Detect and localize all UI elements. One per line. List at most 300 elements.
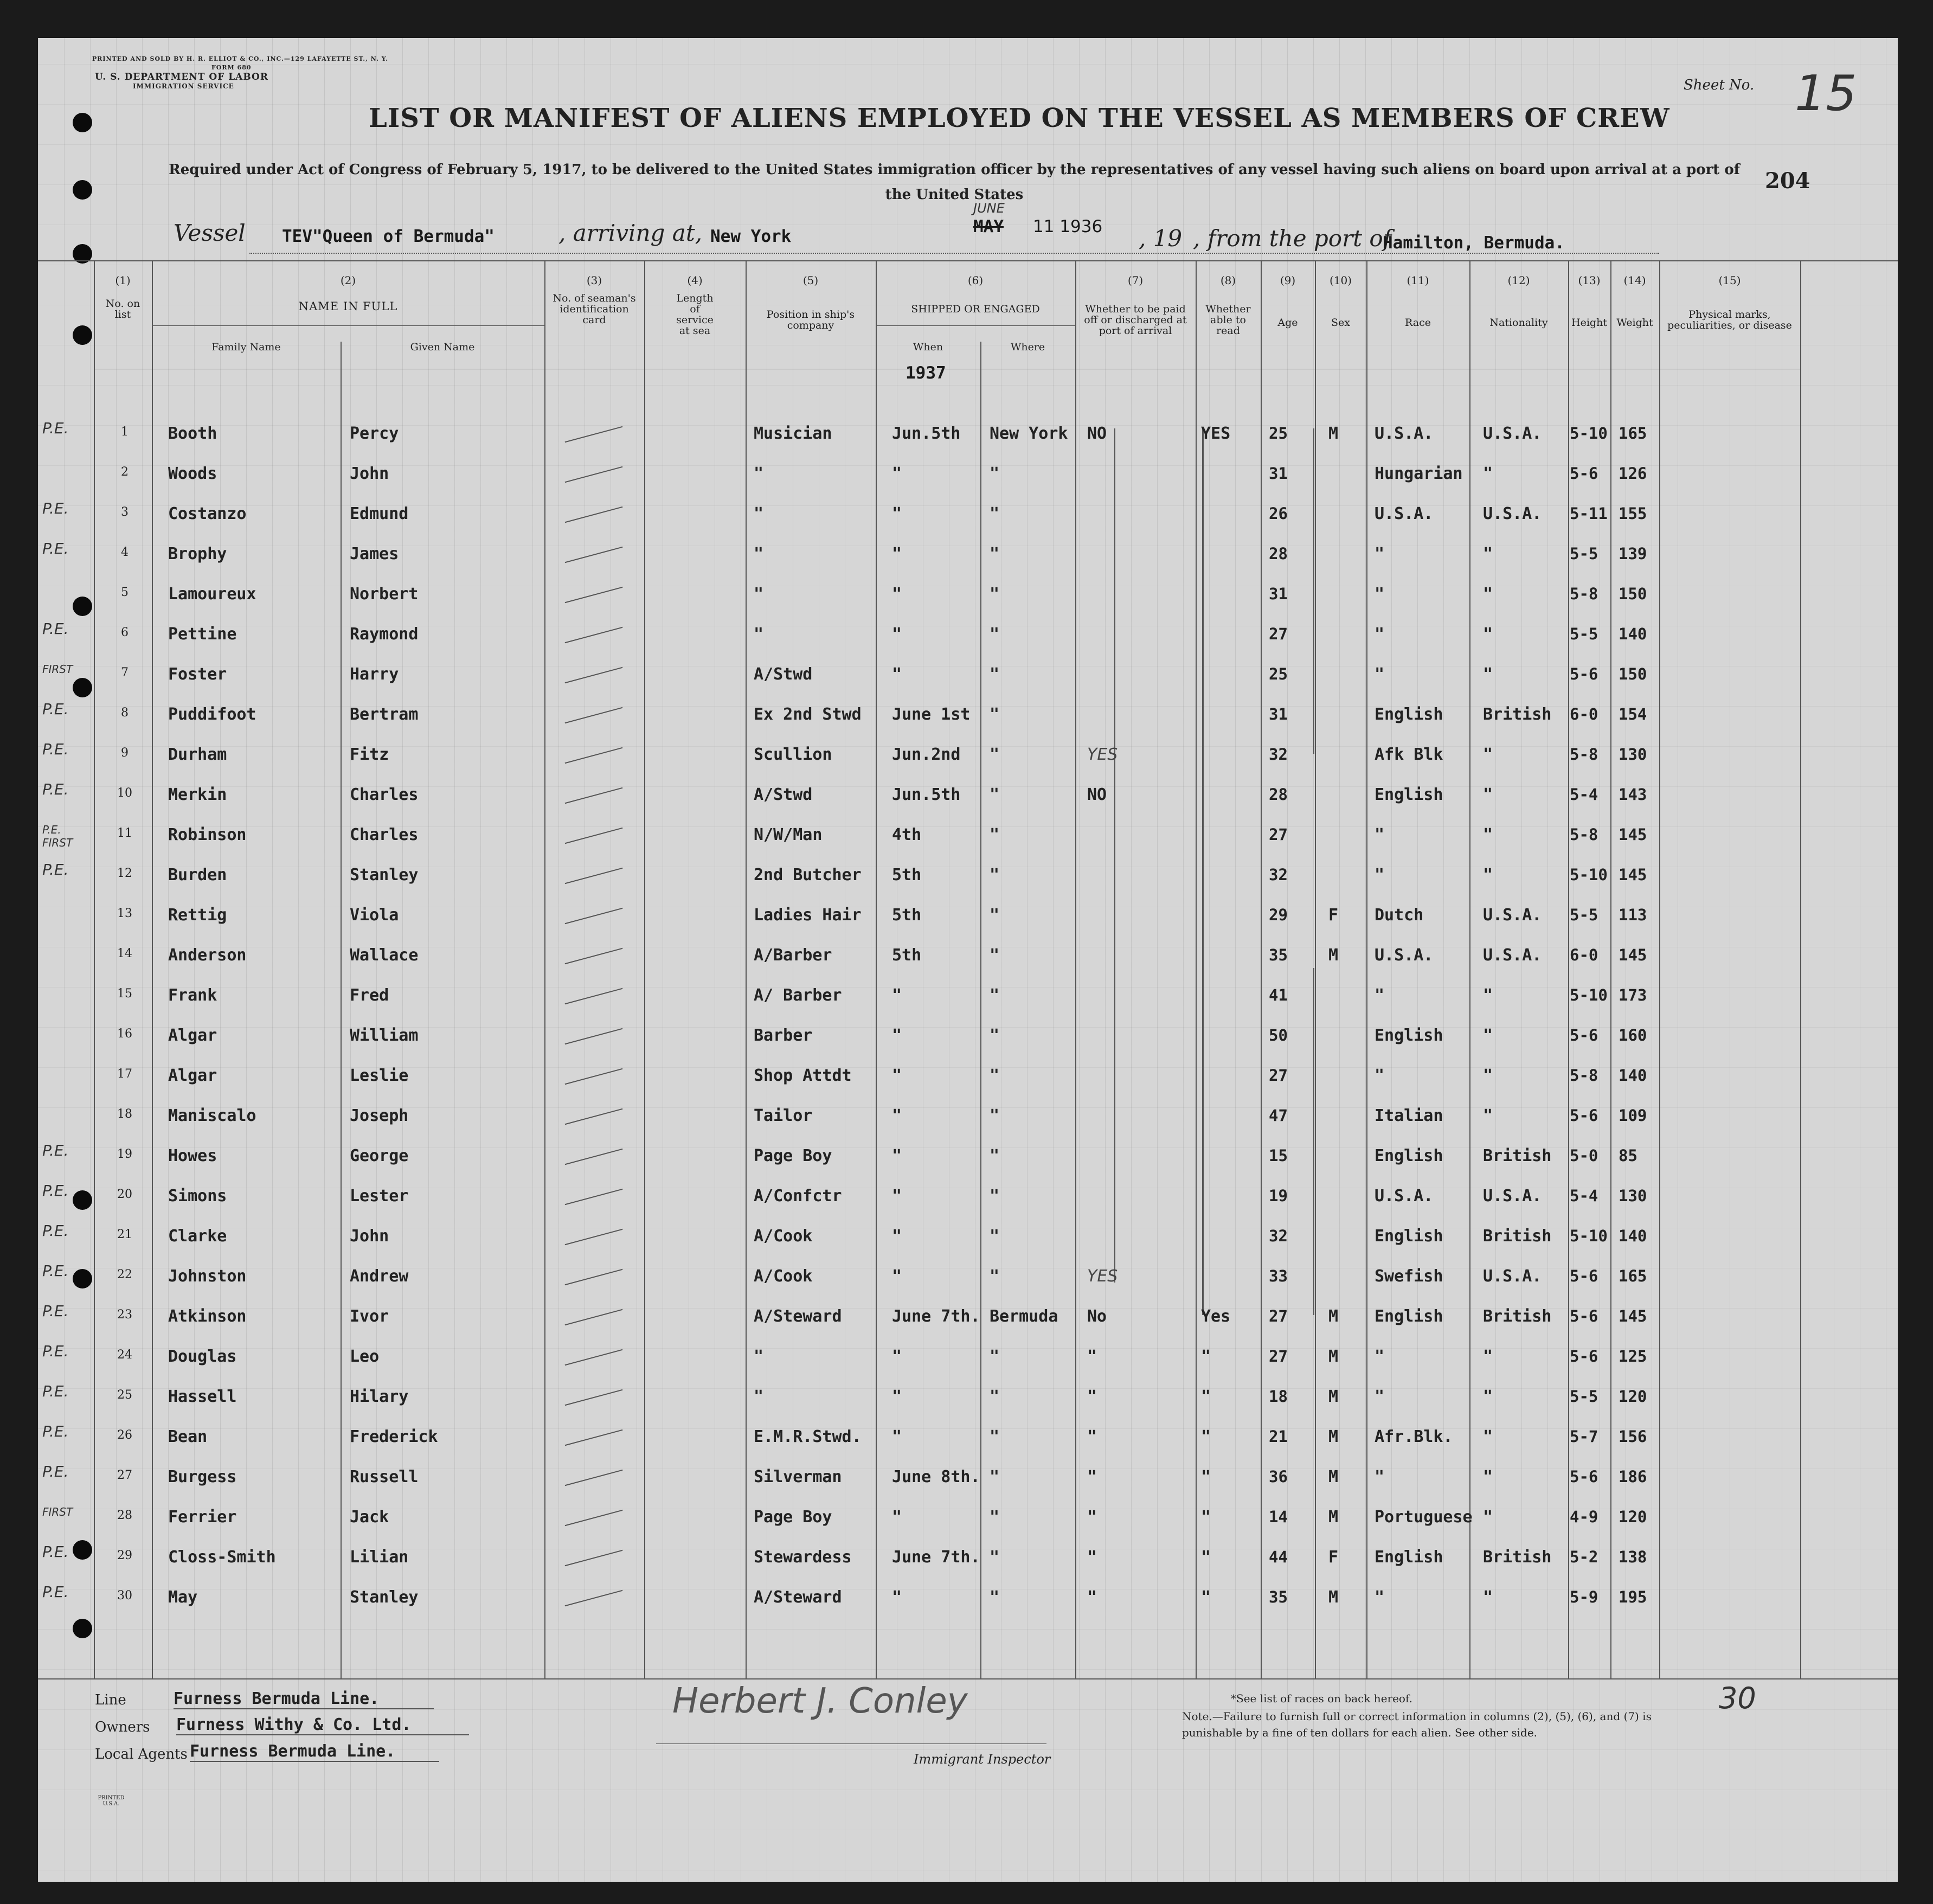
row-number: 15 xyxy=(117,987,132,1001)
race: " xyxy=(1375,1588,1385,1607)
binder-hole xyxy=(73,113,92,132)
row-number: 5 xyxy=(121,586,129,599)
given-name: Hilary xyxy=(350,1387,409,1406)
row-number: 21 xyxy=(117,1228,132,1241)
shipped-where: " xyxy=(990,1387,1000,1406)
nationality: " xyxy=(1483,1026,1493,1045)
col-head-shipped: SHIPPED OR ENGAGED xyxy=(911,303,1040,315)
shipped-where: " xyxy=(990,544,1000,563)
age: 28 xyxy=(1269,544,1288,563)
shipped-when: 4th xyxy=(892,825,922,844)
id-card-tick xyxy=(565,426,623,443)
age: 33 xyxy=(1269,1267,1288,1285)
row-mark: P.E. xyxy=(42,540,69,557)
shipped-where: " xyxy=(990,1548,1000,1567)
family-name: Lamoureux xyxy=(168,585,256,604)
given-name: John xyxy=(350,464,389,483)
paid-off: YES xyxy=(1087,745,1118,764)
row-number: 26 xyxy=(117,1428,132,1442)
height: 5-5 xyxy=(1570,906,1598,924)
age: 32 xyxy=(1269,866,1288,884)
row-mark: P.E. xyxy=(42,1262,69,1280)
weight: 165 xyxy=(1619,424,1647,443)
col-head-paid-off: Whether to be paid off or discharged at port of arrival xyxy=(1084,303,1187,337)
nationality: " xyxy=(1483,665,1493,684)
weight: 145 xyxy=(1619,1307,1647,1325)
row-mark: P.E. xyxy=(42,1382,69,1400)
age: 31 xyxy=(1269,464,1288,483)
sex: M xyxy=(1328,1347,1339,1366)
family-name: Merkin xyxy=(168,785,227,804)
race: U.S.A. xyxy=(1375,946,1434,965)
id-card-tick xyxy=(565,1068,623,1085)
position: A/Stwd xyxy=(754,785,813,804)
weight: 145 xyxy=(1619,825,1647,844)
family-name: Ferrier xyxy=(168,1508,237,1527)
shipped-when: " xyxy=(892,1427,902,1446)
row-number: 22 xyxy=(117,1268,132,1281)
position: Shop Attdt xyxy=(754,1066,852,1085)
age: 25 xyxy=(1269,665,1288,683)
table-row xyxy=(38,1060,1898,1100)
col-head-service: Length of service at sea xyxy=(676,292,714,337)
row-number: 13 xyxy=(117,907,132,920)
position: " xyxy=(754,504,764,523)
age: 14 xyxy=(1269,1508,1288,1526)
race: Afr.Blk. xyxy=(1375,1427,1453,1446)
shipped-where: " xyxy=(990,1106,1000,1125)
table-row xyxy=(38,418,1898,458)
family-name: Woods xyxy=(168,464,217,483)
row-number: 23 xyxy=(117,1308,132,1322)
table-row xyxy=(38,1581,1898,1621)
weight: 155 xyxy=(1619,504,1647,523)
form-subtitle: Required under Act of Congress of February 5, 1917, to be delivered to the United States immigration officer by the representatives of any vessel having such aliens on board upon arrival at a port of the United States xyxy=(169,162,1740,203)
shipped-when: June 7th. xyxy=(892,1548,980,1567)
nationality: " xyxy=(1483,625,1493,644)
given-name: Andrew xyxy=(350,1267,409,1286)
nationality: " xyxy=(1483,1066,1493,1085)
shipped-when: 5th xyxy=(892,946,922,965)
position: Page Boy xyxy=(754,1146,832,1165)
col-num-2: (2) xyxy=(340,274,356,287)
age: 32 xyxy=(1269,745,1288,764)
height: 5-9 xyxy=(1570,1588,1598,1606)
table-row xyxy=(38,1461,1898,1501)
col-num-10: (10) xyxy=(1329,274,1352,287)
row-number: 12 xyxy=(117,867,132,880)
col-head-age: Age xyxy=(1277,317,1298,329)
weight: 173 xyxy=(1619,986,1647,1004)
height: 5-2 xyxy=(1570,1548,1598,1566)
position: A/Cook xyxy=(754,1267,813,1286)
able-to-read: Yes xyxy=(1201,1307,1231,1326)
paid-off: " xyxy=(1087,1427,1097,1446)
position: Ex 2nd Stwd xyxy=(754,705,862,724)
position: Scullion xyxy=(754,745,832,764)
age: 31 xyxy=(1269,705,1288,723)
sex: M xyxy=(1328,1307,1339,1326)
shipped-where: " xyxy=(990,464,1000,483)
table-row xyxy=(38,1501,1898,1541)
row-number: 18 xyxy=(117,1107,132,1121)
paid-off: YES xyxy=(1087,1267,1118,1286)
service: IMMIGRATION SERVICE xyxy=(133,82,234,90)
shipped-where: " xyxy=(990,705,1000,724)
age: 15 xyxy=(1269,1146,1288,1165)
position: A/ Barber xyxy=(754,986,842,1005)
shipped-where: " xyxy=(990,625,1000,644)
position: " xyxy=(754,464,764,483)
col-head-family: Family Name xyxy=(211,341,281,353)
shipped-when: " xyxy=(892,1187,902,1206)
shipped-where: " xyxy=(990,1066,1000,1085)
race: English xyxy=(1375,1026,1443,1045)
col-head-height: Height xyxy=(1571,317,1607,329)
from-port: Hamilton, Bermuda. xyxy=(1383,233,1565,253)
race: English xyxy=(1375,1548,1443,1567)
sex: M xyxy=(1328,1588,1339,1607)
table-row xyxy=(38,1541,1898,1581)
race: " xyxy=(1375,825,1385,844)
height: 5-6 xyxy=(1570,1307,1598,1325)
family-name: Maniscalo xyxy=(168,1106,256,1125)
given-name: George xyxy=(350,1146,409,1165)
races-note: *See list of races on back hereof. xyxy=(1231,1692,1413,1705)
table-row xyxy=(38,859,1898,899)
position: E.M.R.Stwd. xyxy=(754,1427,862,1446)
family-name: Brophy xyxy=(168,544,227,563)
shipped-when: " xyxy=(892,625,902,644)
col-head-nationality: Nationality xyxy=(1489,317,1548,329)
sex: F xyxy=(1328,906,1339,925)
shipped-where: " xyxy=(990,1588,1000,1607)
id-card-tick xyxy=(565,1510,623,1526)
age: 47 xyxy=(1269,1106,1288,1125)
weight: 145 xyxy=(1619,946,1647,964)
row-mark: FIRST xyxy=(42,1505,73,1518)
table-row xyxy=(38,1140,1898,1180)
weight: 145 xyxy=(1619,866,1647,884)
age: 31 xyxy=(1269,585,1288,603)
row-number: 28 xyxy=(117,1509,132,1522)
col-head-where: Where xyxy=(1010,341,1045,353)
paid-off: " xyxy=(1087,1467,1097,1486)
weight: 120 xyxy=(1619,1508,1647,1526)
nationality: " xyxy=(1483,464,1493,483)
weight: 125 xyxy=(1619,1347,1647,1366)
binder-hole xyxy=(73,325,92,345)
able-to-read: " xyxy=(1201,1588,1211,1607)
age: 35 xyxy=(1269,1588,1288,1606)
table-row xyxy=(38,979,1898,1020)
id-card-tick xyxy=(565,1590,623,1606)
id-card-tick xyxy=(565,1028,623,1044)
table-row xyxy=(38,1341,1898,1381)
age: 50 xyxy=(1269,1026,1288,1044)
height: 5-10 xyxy=(1570,1227,1608,1245)
owners-label: Owners xyxy=(95,1719,150,1735)
race: " xyxy=(1375,585,1385,604)
given-name: Jack xyxy=(350,1508,389,1527)
col-head-when: When xyxy=(913,341,943,353)
id-card-tick xyxy=(565,908,623,924)
shipped-when: " xyxy=(892,986,902,1005)
nationality: " xyxy=(1483,1106,1493,1125)
table-row xyxy=(38,739,1898,779)
given-name: Edmund xyxy=(350,504,409,523)
race: English xyxy=(1375,1227,1443,1246)
family-name: Atkinson xyxy=(168,1307,247,1326)
penalty-note: Note.—Failure to furnish full or correct information in columns (2), (5), (6), and (7) is punishable by a fine of ten dollars for each alien. See other side. xyxy=(1182,1710,1652,1739)
agents-value: Furness Bermuda Line. xyxy=(190,1742,439,1762)
id-card-tick xyxy=(565,787,623,804)
race: " xyxy=(1375,625,1385,644)
family-name: Closs-Smith xyxy=(168,1548,276,1567)
table-row xyxy=(38,1260,1898,1300)
sex: M xyxy=(1328,1467,1339,1486)
id-card-tick xyxy=(565,1429,623,1446)
height: 5-4 xyxy=(1570,1187,1598,1205)
id-card-tick xyxy=(565,1550,623,1566)
row-mark: P.E. xyxy=(42,1142,69,1159)
shipped-where: New York xyxy=(990,424,1068,443)
shipped-where: " xyxy=(990,585,1000,604)
id-card-tick xyxy=(565,1349,623,1366)
family-name: Howes xyxy=(168,1146,217,1165)
row-number: 20 xyxy=(117,1188,132,1201)
position: Barber xyxy=(754,1026,813,1045)
paid-off: No xyxy=(1087,1307,1107,1326)
position: Page Boy xyxy=(754,1508,832,1527)
nationality: " xyxy=(1483,544,1493,563)
table-row xyxy=(38,538,1898,578)
nationality: U.S.A. xyxy=(1483,946,1542,965)
race: Hungarian xyxy=(1375,464,1463,483)
height: 5-5 xyxy=(1570,1387,1598,1406)
shipped-where: " xyxy=(990,1508,1000,1527)
weight: 150 xyxy=(1619,665,1647,683)
id-card-tick xyxy=(565,1108,623,1125)
age: 26 xyxy=(1269,504,1288,523)
age: 27 xyxy=(1269,825,1288,844)
table-row xyxy=(38,658,1898,698)
shipped-when: " xyxy=(892,1227,902,1246)
shipped-when: " xyxy=(892,544,902,563)
weight: 143 xyxy=(1619,785,1647,804)
nationality: " xyxy=(1483,1427,1493,1446)
able-to-read: " xyxy=(1201,1427,1211,1446)
sheet-label: Sheet No. xyxy=(1684,77,1755,93)
height: 5-8 xyxy=(1570,825,1598,844)
row-number: 6 xyxy=(121,626,129,639)
shipped-when: " xyxy=(892,1066,902,1085)
month-crossed: MAY xyxy=(973,217,1004,236)
race: " xyxy=(1375,544,1385,563)
height: 5-6 xyxy=(1570,464,1598,483)
given-name: Ivor xyxy=(350,1307,389,1326)
row-mark: P.E. xyxy=(42,700,69,718)
family-name: Johnston xyxy=(168,1267,247,1286)
department: U. S. DEPARTMENT OF LABOR xyxy=(95,72,268,82)
position: A/Cook xyxy=(754,1227,813,1246)
race: English xyxy=(1375,1307,1443,1326)
col-head-given: Given Name xyxy=(410,341,475,353)
age: 21 xyxy=(1269,1427,1288,1446)
nationality: British xyxy=(1483,1548,1552,1567)
family-name: Algar xyxy=(168,1066,217,1085)
family-name: Costanzo xyxy=(168,504,247,523)
id-card-tick xyxy=(565,948,623,964)
shipped-where: " xyxy=(990,1146,1000,1165)
table-row xyxy=(38,779,1898,819)
table-row xyxy=(38,578,1898,618)
given-name: Lilian xyxy=(350,1548,409,1567)
row-mark: P.E. xyxy=(42,1302,69,1320)
family-name: Durham xyxy=(168,745,227,764)
id-card-tick xyxy=(565,1189,623,1205)
position: N/W/Man xyxy=(754,825,823,844)
weight: 85 xyxy=(1619,1146,1637,1165)
shipped-where: " xyxy=(990,1267,1000,1286)
id-card-tick xyxy=(565,1149,623,1165)
position: A/Steward xyxy=(754,1588,842,1607)
weight: 140 xyxy=(1619,1227,1647,1245)
sex: M xyxy=(1328,946,1339,965)
family-name: Simons xyxy=(168,1187,227,1206)
shipped-where: " xyxy=(990,665,1000,684)
col-num-1: (1) xyxy=(115,274,131,287)
row-number: 7 xyxy=(121,666,129,679)
nationality: " xyxy=(1483,585,1493,604)
given-name: Charles xyxy=(350,785,419,804)
col-num-5: (5) xyxy=(802,274,819,287)
shipped-when: " xyxy=(892,504,902,523)
given-name: Norbert xyxy=(350,585,419,604)
nationality: " xyxy=(1483,1508,1493,1527)
race: U.S.A. xyxy=(1375,424,1434,443)
height: 5-4 xyxy=(1570,785,1598,804)
shipped-where: " xyxy=(990,1026,1000,1045)
row-mark: P.E. xyxy=(42,499,69,517)
inspector-label: Immigrant Inspector xyxy=(914,1752,1051,1767)
row-mark: P.E. xyxy=(42,861,69,879)
race: Swefish xyxy=(1375,1267,1443,1286)
sex: M xyxy=(1328,1387,1339,1406)
shipped-when: Jun.5th xyxy=(892,424,961,443)
nationality: U.S.A. xyxy=(1483,906,1542,925)
race: " xyxy=(1375,1467,1385,1486)
crew-count: 30 xyxy=(1719,1681,1756,1715)
line-value: Furness Bermuda Line. xyxy=(174,1689,434,1709)
row-number: 4 xyxy=(121,546,129,559)
id-card-tick xyxy=(565,667,623,683)
row-number: 9 xyxy=(121,746,129,760)
shipped-where: " xyxy=(990,986,1000,1005)
shipped-when: " xyxy=(892,1146,902,1165)
id-card-tick xyxy=(565,707,623,723)
shipped-where: " xyxy=(990,785,1000,804)
row-number: 25 xyxy=(117,1388,132,1402)
paid-off: " xyxy=(1087,1588,1097,1607)
race: Dutch xyxy=(1375,906,1424,925)
family-name: Hassell xyxy=(168,1387,237,1406)
id-card-tick xyxy=(565,988,623,1004)
nationality: British xyxy=(1483,1146,1552,1165)
col-num-4: (4) xyxy=(687,274,703,287)
age: 27 xyxy=(1269,1066,1288,1085)
id-card-tick xyxy=(565,1470,623,1486)
family-name: Rettig xyxy=(168,906,227,925)
age: 36 xyxy=(1269,1467,1288,1486)
given-name: Fred xyxy=(350,986,389,1005)
position: " xyxy=(754,1387,764,1406)
paid-off: " xyxy=(1087,1548,1097,1567)
height: 6-0 xyxy=(1570,946,1598,964)
shipped-when: " xyxy=(892,1106,902,1125)
col-head-name: NAME IN FULL xyxy=(298,300,398,313)
signature-line xyxy=(656,1743,1046,1744)
nationality: U.S.A. xyxy=(1483,1267,1542,1286)
race: English xyxy=(1375,785,1443,804)
agents-label: Local Agents xyxy=(95,1746,188,1762)
sex: M xyxy=(1328,1508,1339,1527)
weight: 109 xyxy=(1619,1106,1647,1125)
paid-off: " xyxy=(1087,1347,1097,1366)
height: 5-6 xyxy=(1570,1267,1598,1285)
family-name: May xyxy=(168,1588,198,1607)
age: 27 xyxy=(1269,1307,1288,1325)
race: " xyxy=(1375,866,1385,884)
shipped-when: " xyxy=(892,1588,902,1607)
given-name: James xyxy=(350,544,399,563)
given-name: Percy xyxy=(350,424,399,443)
shipped-where: " xyxy=(990,1347,1000,1366)
nationality: British xyxy=(1483,1307,1552,1326)
id-card-tick xyxy=(565,587,623,603)
row-number: 30 xyxy=(117,1589,132,1602)
table-row xyxy=(38,458,1898,498)
col-num-13: (13) xyxy=(1578,274,1601,287)
given-name: William xyxy=(350,1026,419,1045)
family-name: Algar xyxy=(168,1026,217,1045)
age: 18 xyxy=(1269,1387,1288,1406)
nationality: " xyxy=(1483,745,1493,764)
row-mark: P.E. xyxy=(42,1182,69,1200)
shipped-when: 5th xyxy=(892,866,922,884)
col-num-9: (9) xyxy=(1280,274,1296,287)
race: " xyxy=(1375,1347,1385,1366)
vessel-underline xyxy=(249,252,1659,254)
age: 44 xyxy=(1269,1548,1288,1566)
race: English xyxy=(1375,705,1443,724)
row-mark: P.E. xyxy=(42,1422,69,1440)
table-row xyxy=(38,939,1898,979)
row-number: 16 xyxy=(117,1027,132,1041)
col-head-physical: Physical marks, peculiarities, or disease xyxy=(1667,309,1792,331)
height: 5-10 xyxy=(1570,986,1608,1004)
family-name: Burgess xyxy=(168,1467,237,1486)
col-head-sex: Sex xyxy=(1331,317,1350,329)
weight: 126 xyxy=(1619,464,1647,483)
height: 5-10 xyxy=(1570,424,1608,443)
given-name: Raymond xyxy=(350,625,419,644)
given-name: Bertram xyxy=(350,705,419,724)
table-row xyxy=(38,1220,1898,1260)
able-to-read: YES xyxy=(1201,424,1231,443)
position: Musician xyxy=(754,424,832,443)
arriving-label: , arriving at, xyxy=(558,220,703,246)
